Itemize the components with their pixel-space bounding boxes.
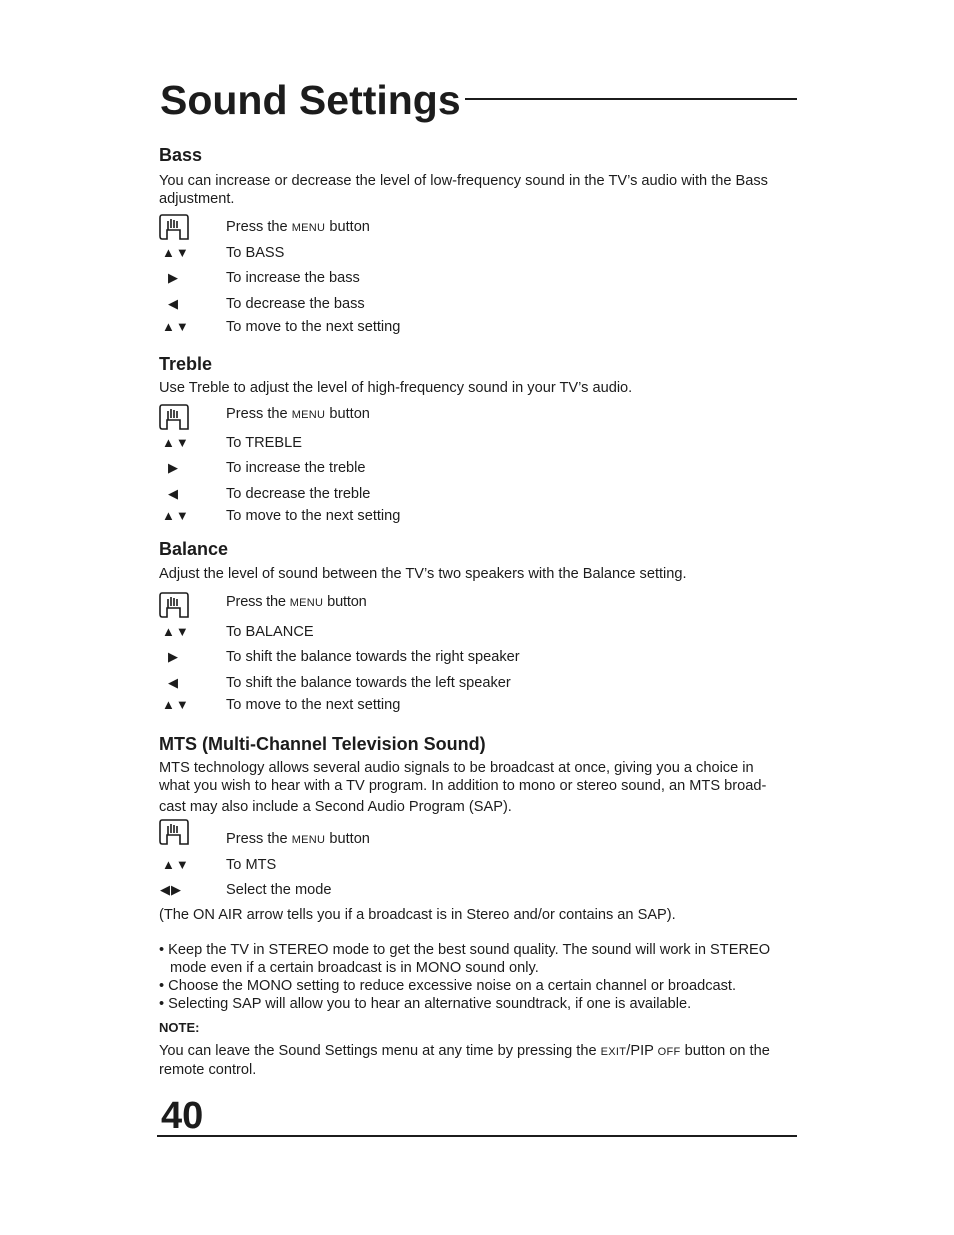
bass-step-4: To move to the next setting bbox=[226, 319, 401, 335]
note-text: You can leave the Sound Settings menu at any time by pressing the EXIT/PIP OFF button on the remote control. bbox=[159, 1043, 770, 1078]
balance-step-1: To BALANCE bbox=[226, 624, 314, 640]
up-down-arrow-icon: ▲▼ bbox=[162, 508, 190, 523]
footer-rule bbox=[157, 1135, 797, 1137]
hand-press-icon bbox=[159, 403, 189, 431]
up-down-arrow-icon: ▲▼ bbox=[162, 435, 190, 450]
tip-bullet: • Choose the MONO setting to reduce excessive noise on a certain channel or broadcast. bbox=[159, 978, 737, 994]
tip-bullet: • Selecting SAP will allow you to hear an alternative soundtrack, if one is available. bbox=[159, 996, 692, 1012]
left-arrow-icon: ◀ bbox=[168, 296, 179, 311]
bass-step-2: To increase the bass bbox=[226, 270, 360, 286]
treble-heading: Treble bbox=[159, 354, 213, 374]
hand-press-icon bbox=[159, 818, 189, 846]
balance-heading: Balance bbox=[159, 539, 229, 559]
balance-step-menu: Press the MENU button bbox=[226, 594, 367, 610]
left-arrow-icon: ◀ bbox=[168, 675, 179, 690]
balance-step-3: To shift the balance towards the left speaker bbox=[226, 675, 511, 691]
balance-step-2: To shift the balance towards the right speaker bbox=[226, 649, 520, 665]
on-air-note: (The ON AIR arrow tells you if a broadcast is in Stereo and/or contains an SAP). bbox=[159, 907, 676, 923]
hand-press-icon bbox=[159, 591, 189, 619]
right-arrow-icon: ▶ bbox=[168, 270, 179, 285]
up-down-arrow-icon: ▲▼ bbox=[162, 697, 190, 712]
right-arrow-icon: ▶ bbox=[168, 649, 179, 664]
page-title: Sound Settings bbox=[160, 77, 461, 123]
up-down-arrow-icon: ▲▼ bbox=[162, 245, 190, 260]
mts-step-menu: Press the MENU button bbox=[226, 831, 370, 847]
mts-description-line-3: cast may also include a Second Audio Program (SAP). bbox=[159, 799, 512, 815]
balance-step-4: To move to the next setting bbox=[226, 697, 401, 713]
mts-heading: MTS (Multi-Channel Television Sound) bbox=[159, 734, 486, 754]
bass-step-3: To decrease the bass bbox=[226, 296, 365, 312]
treble-step-2: To increase the treble bbox=[226, 460, 366, 476]
treble-step-3: To decrease the treble bbox=[226, 486, 371, 502]
balance-description: Adjust the level of sound between the TV’s two speakers with the Balance setting. bbox=[159, 566, 687, 582]
bass-heading: Bass bbox=[159, 145, 203, 165]
left-right-arrow-icon: ◀▶ bbox=[160, 882, 182, 897]
right-arrow-icon: ▶ bbox=[168, 460, 179, 475]
up-down-arrow-icon: ▲▼ bbox=[162, 624, 190, 639]
mts-description-line-2: what you wish to hear with a TV program. In addition to mono or stereo sound, an MTS broad- bbox=[159, 778, 767, 794]
tip-bullet: • Keep the TV in STEREO mode to get the best sound quality. The sound will work in STEREO mode even if a certain broadcast is in MONO sound only. bbox=[159, 942, 771, 976]
up-down-arrow-icon: ▲▼ bbox=[162, 857, 190, 872]
hand-press-icon bbox=[159, 213, 189, 241]
up-down-arrow-icon: ▲▼ bbox=[162, 319, 190, 334]
mts-step-2: Select the mode bbox=[226, 882, 332, 898]
mts-description-line-1: MTS technology allows several audio signals to be broadcast at once, giving you a choice in bbox=[159, 760, 754, 776]
treble-description: Use Treble to adjust the level of high-frequency sound in your TV’s audio. bbox=[159, 380, 633, 396]
note-label: NOTE: bbox=[159, 1020, 200, 1035]
title-rule bbox=[465, 98, 797, 100]
treble-step-1: To TREBLE bbox=[226, 435, 302, 451]
treble-step-4: To move to the next setting bbox=[226, 508, 401, 524]
mts-step-1: To MTS bbox=[226, 857, 277, 873]
left-arrow-icon: ◀ bbox=[168, 486, 179, 501]
page-number: 40 bbox=[161, 1095, 204, 1137]
bass-step-menu: Press the MENU button bbox=[226, 219, 370, 235]
bass-step-1: To BASS bbox=[226, 245, 285, 261]
bass-description: You can increase or decrease the level of low-frequency sound in the TV’s audio with the Bass adjustment. bbox=[159, 173, 768, 207]
treble-step-menu: Press the MENU button bbox=[226, 406, 370, 422]
